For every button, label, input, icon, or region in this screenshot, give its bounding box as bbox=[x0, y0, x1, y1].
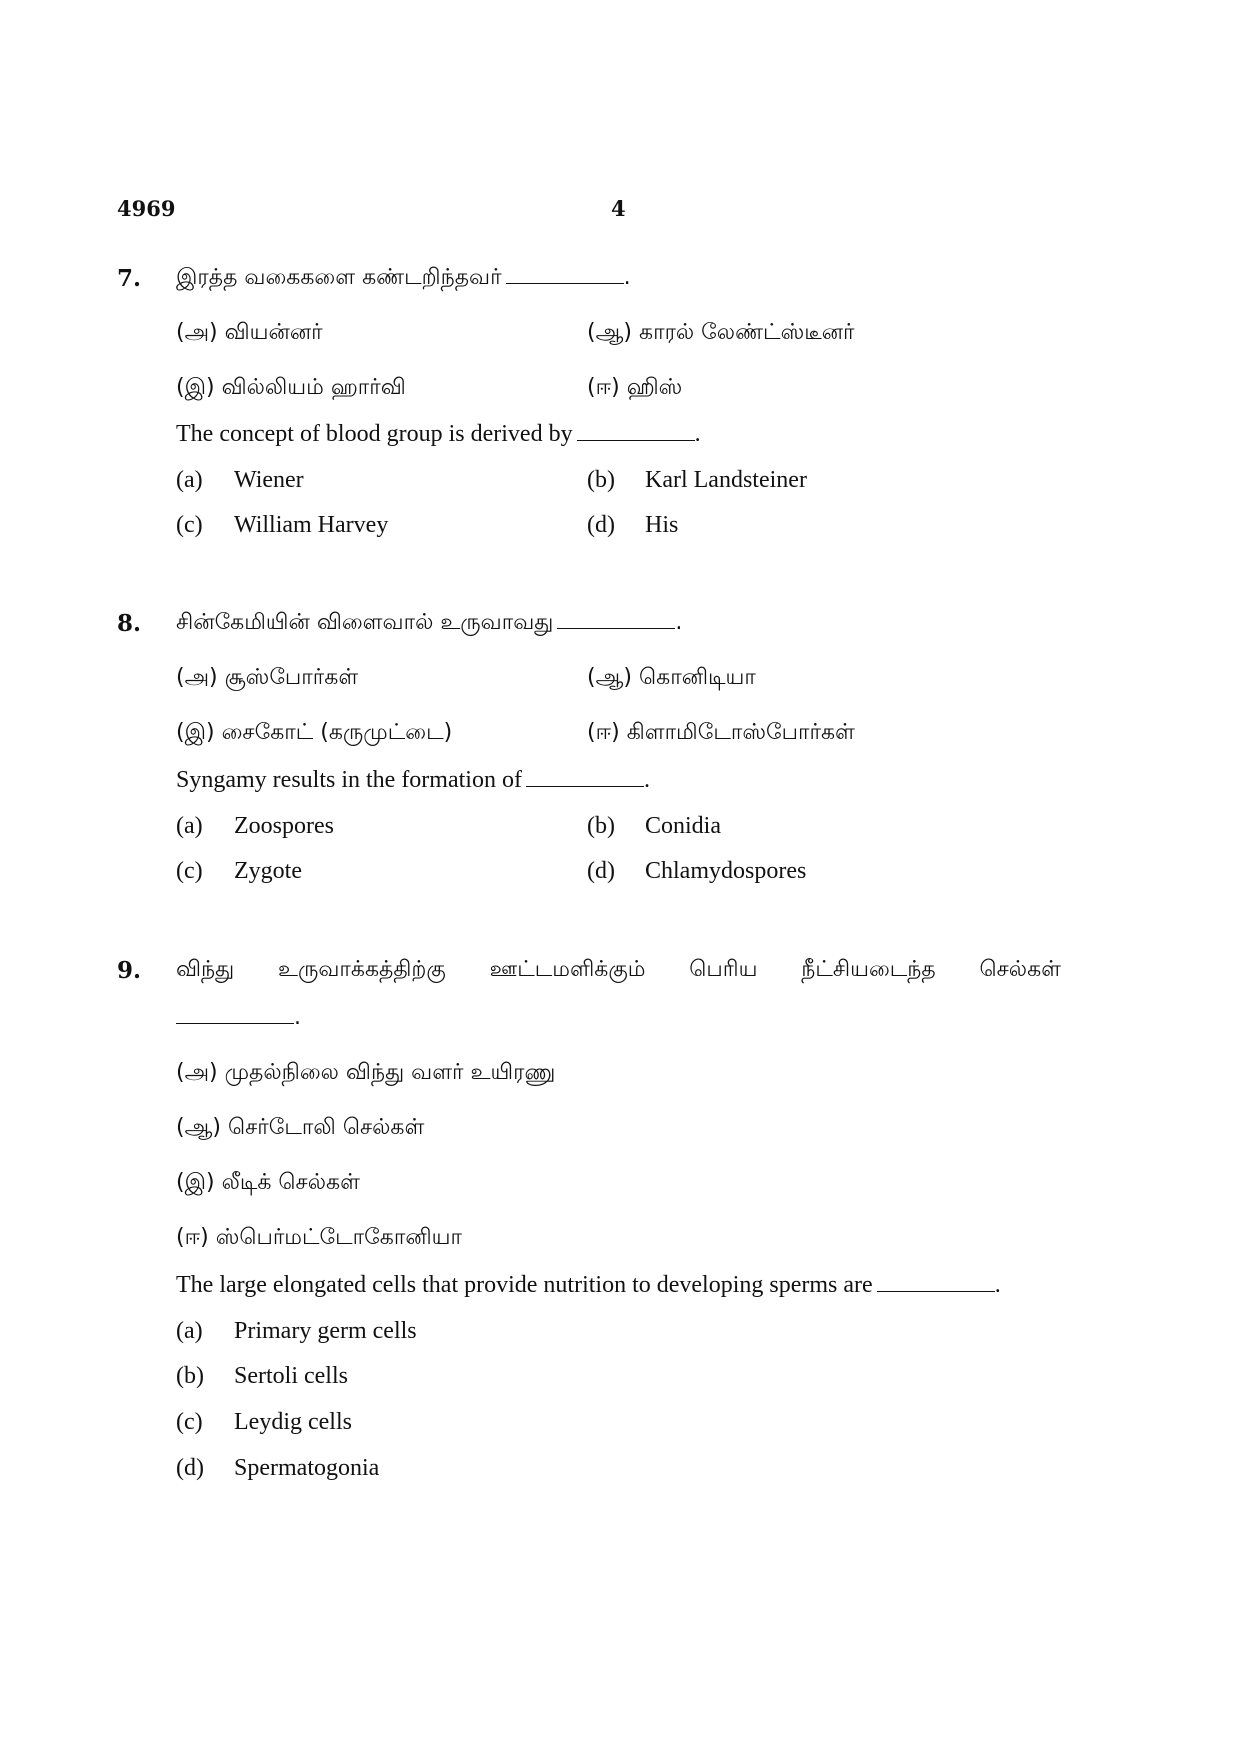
page-number: 4 bbox=[611, 196, 626, 221]
question-9-option-c-label: (c) bbox=[176, 1409, 203, 1435]
question-8-tamil-option-d: (ஈ) கிளாமிடோஸ்போர்கள் bbox=[587, 720, 855, 745]
question-7-option-d-label: (d) bbox=[587, 512, 615, 538]
question-8-tamil-option-b: (ஆ) கொனிடியா bbox=[587, 665, 756, 690]
question-9-number: 9. bbox=[117, 957, 142, 984]
question-8-tamil-option-a: (அ) சூஸ்போர்கள் bbox=[176, 665, 359, 690]
question-8-english-stem: Syngamy results in the formation of . bbox=[176, 767, 650, 793]
question-7-option-a-text: Wiener bbox=[234, 467, 304, 493]
question-7-option-c-text: William Harvey bbox=[234, 512, 389, 538]
question-7-tamil-option-a: (அ) வியன்னர் bbox=[176, 320, 323, 345]
question-9-english-stem: The large elongated cells that provide nutrition to developing sperms are . bbox=[176, 1272, 1001, 1298]
question-7-option-b-text: Karl Landsteiner bbox=[645, 467, 807, 493]
question-9-option-c-text: Leydig cells bbox=[234, 1409, 352, 1435]
question-9-tamil-stem: விந்து உருவாக்கத்திற்கு ஊட்டமளிக்கும் பெரிய நீட்சியடைந்த செல்கள் bbox=[176, 957, 1061, 982]
question-9-tamil-option-b: (ஆ) செர்டோலி செல்கள் bbox=[176, 1115, 425, 1140]
question-9-option-d-text: Spermatogonia bbox=[234, 1455, 380, 1481]
question-7-tamil-option-b: (ஆ) காரல் லேண்ட்ஸ்டீனர் bbox=[587, 320, 855, 345]
question-7-option-c-label: (c) bbox=[176, 512, 203, 538]
question-8-option-d-label: (d) bbox=[587, 858, 615, 884]
question-9-option-a-label: (a) bbox=[176, 1318, 203, 1344]
question-7-number: 7. bbox=[117, 265, 142, 292]
paper-code: 4969 bbox=[117, 196, 176, 221]
question-7-option-d-text: His bbox=[645, 512, 679, 538]
question-7-tamil-stem: இரத்த வகைகளை கண்டறிந்தவர் . bbox=[176, 265, 631, 290]
question-9-option-d-label: (d) bbox=[176, 1455, 204, 1481]
question-8-option-b-label: (b) bbox=[587, 813, 615, 839]
question-9-tamil-option-d: (ஈ) ஸ்பெர்மட்டோகோனியா bbox=[176, 1225, 463, 1250]
question-8-tamil-option-c: (இ) சைகோட் (கருமுட்டை) bbox=[176, 720, 453, 745]
question-9-option-b-text: Sertoli cells bbox=[234, 1363, 348, 1389]
question-8-option-c-text: Zygote bbox=[234, 858, 302, 884]
question-9-tamil-option-c: (இ) லீடிக் செல்கள் bbox=[176, 1170, 360, 1195]
question-9-tamil-stem-blank: . bbox=[176, 1005, 301, 1030]
question-8-number: 8. bbox=[117, 610, 142, 637]
question-8-tamil-stem: சின்கேமியின் விளைவால் உருவாவது . bbox=[176, 610, 683, 635]
question-9-option-b-label: (b) bbox=[176, 1363, 204, 1389]
question-7-option-b-label: (b) bbox=[587, 467, 615, 493]
question-7-tamil-option-d: (ஈ) ஹிஸ் bbox=[587, 375, 683, 400]
question-8-option-a-text: Zoospores bbox=[234, 813, 334, 839]
question-7-option-a-label: (a) bbox=[176, 467, 203, 493]
question-8-option-c-label: (c) bbox=[176, 858, 203, 884]
question-9-tamil-option-a: (அ) முதல்நிலை விந்து வளர் உயிரணு bbox=[176, 1060, 556, 1085]
question-8-option-b-text: Conidia bbox=[645, 813, 721, 839]
question-9-option-a-text: Primary germ cells bbox=[234, 1318, 417, 1344]
question-7-tamil-option-c: (இ) வில்லியம் ஹார்வி bbox=[176, 375, 406, 400]
question-7-english-stem: The concept of blood group is derived by . bbox=[176, 421, 701, 447]
question-8-option-a-label: (a) bbox=[176, 813, 203, 839]
question-8-option-d-text: Chlamydospores bbox=[645, 858, 807, 884]
